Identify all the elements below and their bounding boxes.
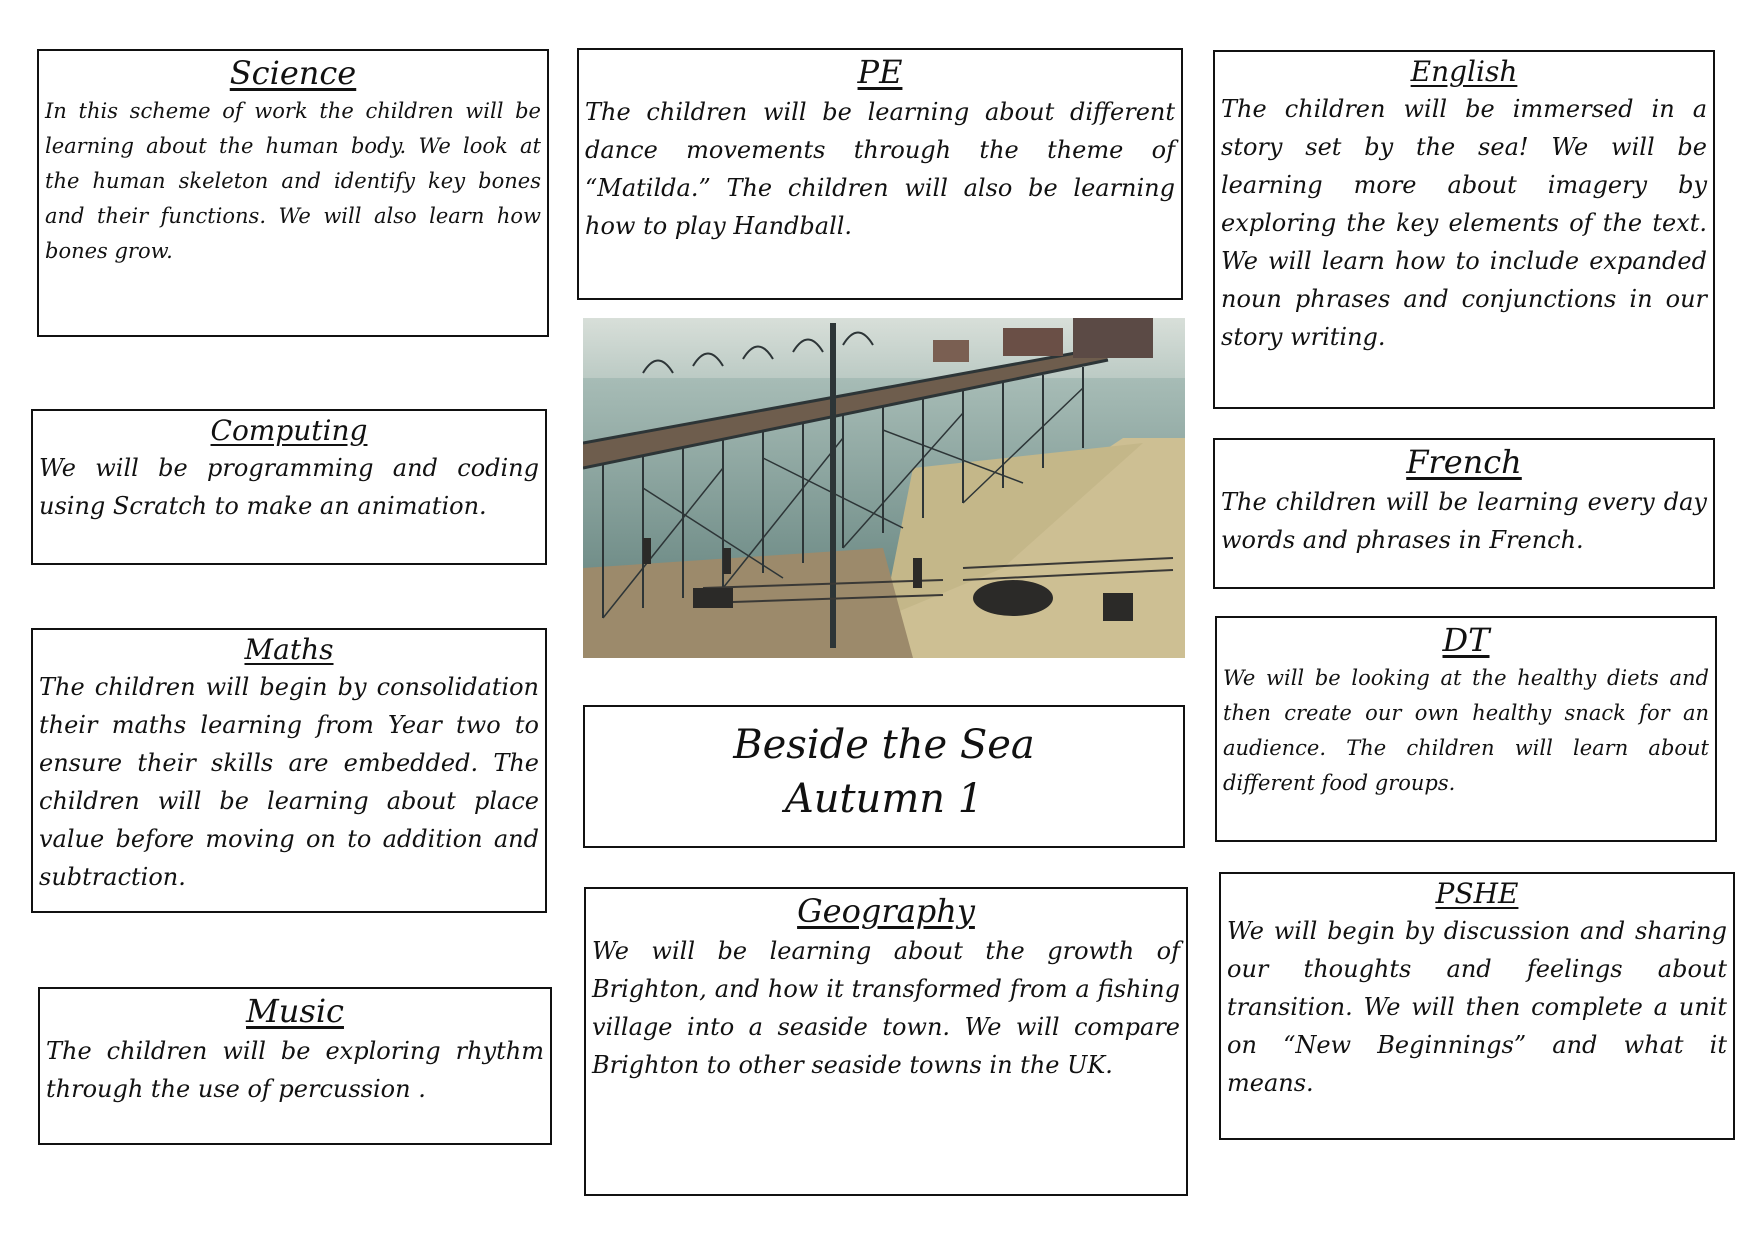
topic-title-box (583, 705, 1185, 848)
dt-title: DT (1442, 621, 1490, 659)
geography-title: Geography (797, 892, 975, 930)
music-body: The children will be exploring rhythm through the use of percussion . (46, 1036, 544, 1103)
music-title: Music (246, 992, 344, 1030)
science-box (37, 49, 549, 337)
english-body: The children will be immersed in a story set by the sea! We will be learning more about imagery by exploring the key elements of the text. We will learn how to include expanded noun phrases and conjunctions in our story writing. (1221, 95, 1707, 352)
geography-body: We will be learning about the growth of Brighton, and how it transformed from a fishing village into a seaside town. We will compare Brighton to other seaside towns in the UK. (592, 936, 1180, 1079)
computing-title: Computing (210, 414, 368, 447)
french-body: The children will be learning every day words and phrases in French. (1221, 487, 1707, 554)
dt-body: We will be looking at the healthy diets and then create our own healthy snack for an audience. The children will learn about different food groups. (1223, 665, 1709, 795)
french-title: French (1406, 443, 1522, 481)
maths-box (31, 628, 547, 913)
pe-box (577, 48, 1183, 300)
pshe-title: PSHE (1435, 877, 1519, 910)
music-box (38, 987, 552, 1145)
maths-title: Maths (244, 633, 334, 666)
maths-body: The children will begin by consolidation their maths learning from Year two to ensure their skills are embedded. The children will be learning about place value before moving on to addition and subtraction. (39, 673, 539, 892)
computing-body: We will be programming and coding using Scratch to make an animation. (39, 454, 539, 521)
french-box (1213, 438, 1715, 589)
english-title: English (1410, 55, 1518, 88)
pe-body: The children will be learning about different dance movements through the theme of “Matilda.” The children will also be learning how to play Handball. (585, 97, 1175, 240)
pshe-body: We will begin by discussion and sharing our thoughts and feelings about transition. We will then complete a unit on “New Beginnings” and what it means. (1227, 917, 1727, 1098)
science-title: Science (229, 54, 357, 92)
english-box (1213, 50, 1715, 409)
science-body: In this scheme of work the children will be learning about the human body. We look at the human skeleton and identify key bones and their functions. We will also learn how bones grow. (45, 98, 541, 263)
pier-illustration (583, 318, 1185, 658)
computing-box (31, 409, 547, 565)
topic-title: Beside the Sea (733, 722, 1035, 768)
topic-term: Autumn 1 (784, 776, 984, 822)
geography-box (584, 887, 1188, 1196)
dt-box (1215, 616, 1717, 842)
pshe-box (1219, 872, 1735, 1140)
pe-title: PE (857, 53, 903, 91)
